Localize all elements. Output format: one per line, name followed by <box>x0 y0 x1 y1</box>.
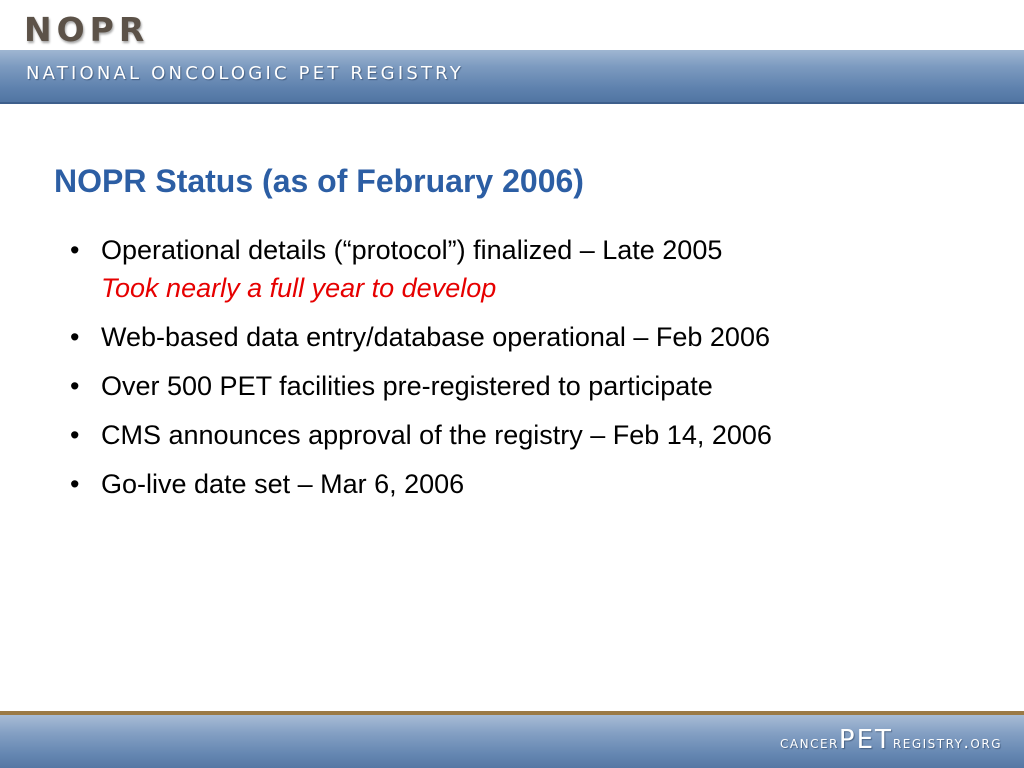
footer-url-suffix: registry.org <box>892 733 1002 753</box>
bullet-dot-icon: • <box>70 322 80 352</box>
bullet-text: Over 500 PET facilities pre-registered to participate <box>101 371 713 401</box>
bullet-dot-icon: • <box>70 469 80 499</box>
bullet-list <box>70 231 1000 514</box>
nopr-logo: NOPR <box>24 10 150 49</box>
bullet-item <box>70 465 1000 503</box>
bullet-dot-icon: • <box>70 371 80 401</box>
bullet-dot-icon: • <box>70 235 80 265</box>
bullet-text: Go-live date set – Mar 6, 2006 <box>101 469 465 499</box>
bullet-text: Web-based data entry/database operational – Feb 2006 <box>101 322 770 352</box>
bullet-item <box>70 416 1000 454</box>
bullet-text: CMS announces approval of the registry – Feb 14, 2006 <box>101 420 772 450</box>
footer-band <box>0 715 1024 768</box>
bullet-text: Operational details (“protocol”) finalized – Late 2005 <box>101 235 723 265</box>
footer-url-prefix: cancer <box>780 733 839 753</box>
bullet-item <box>70 367 1000 405</box>
footer-url <box>780 725 1002 755</box>
header-band <box>0 50 1024 104</box>
header-subtitle: NATIONAL ONCOLOGIC PET REGISTRY <box>26 63 464 84</box>
bullet-note: Took nearly a full year to develop <box>101 273 497 303</box>
footer-url-emphasis: PET <box>838 725 893 755</box>
bullet-dot-icon: • <box>70 420 80 450</box>
bullet-item <box>70 318 1000 356</box>
bullet-item <box>70 231 1000 307</box>
slide-title: NOPR Status (as of February 2006) <box>54 163 584 199</box>
header <box>0 0 1024 104</box>
